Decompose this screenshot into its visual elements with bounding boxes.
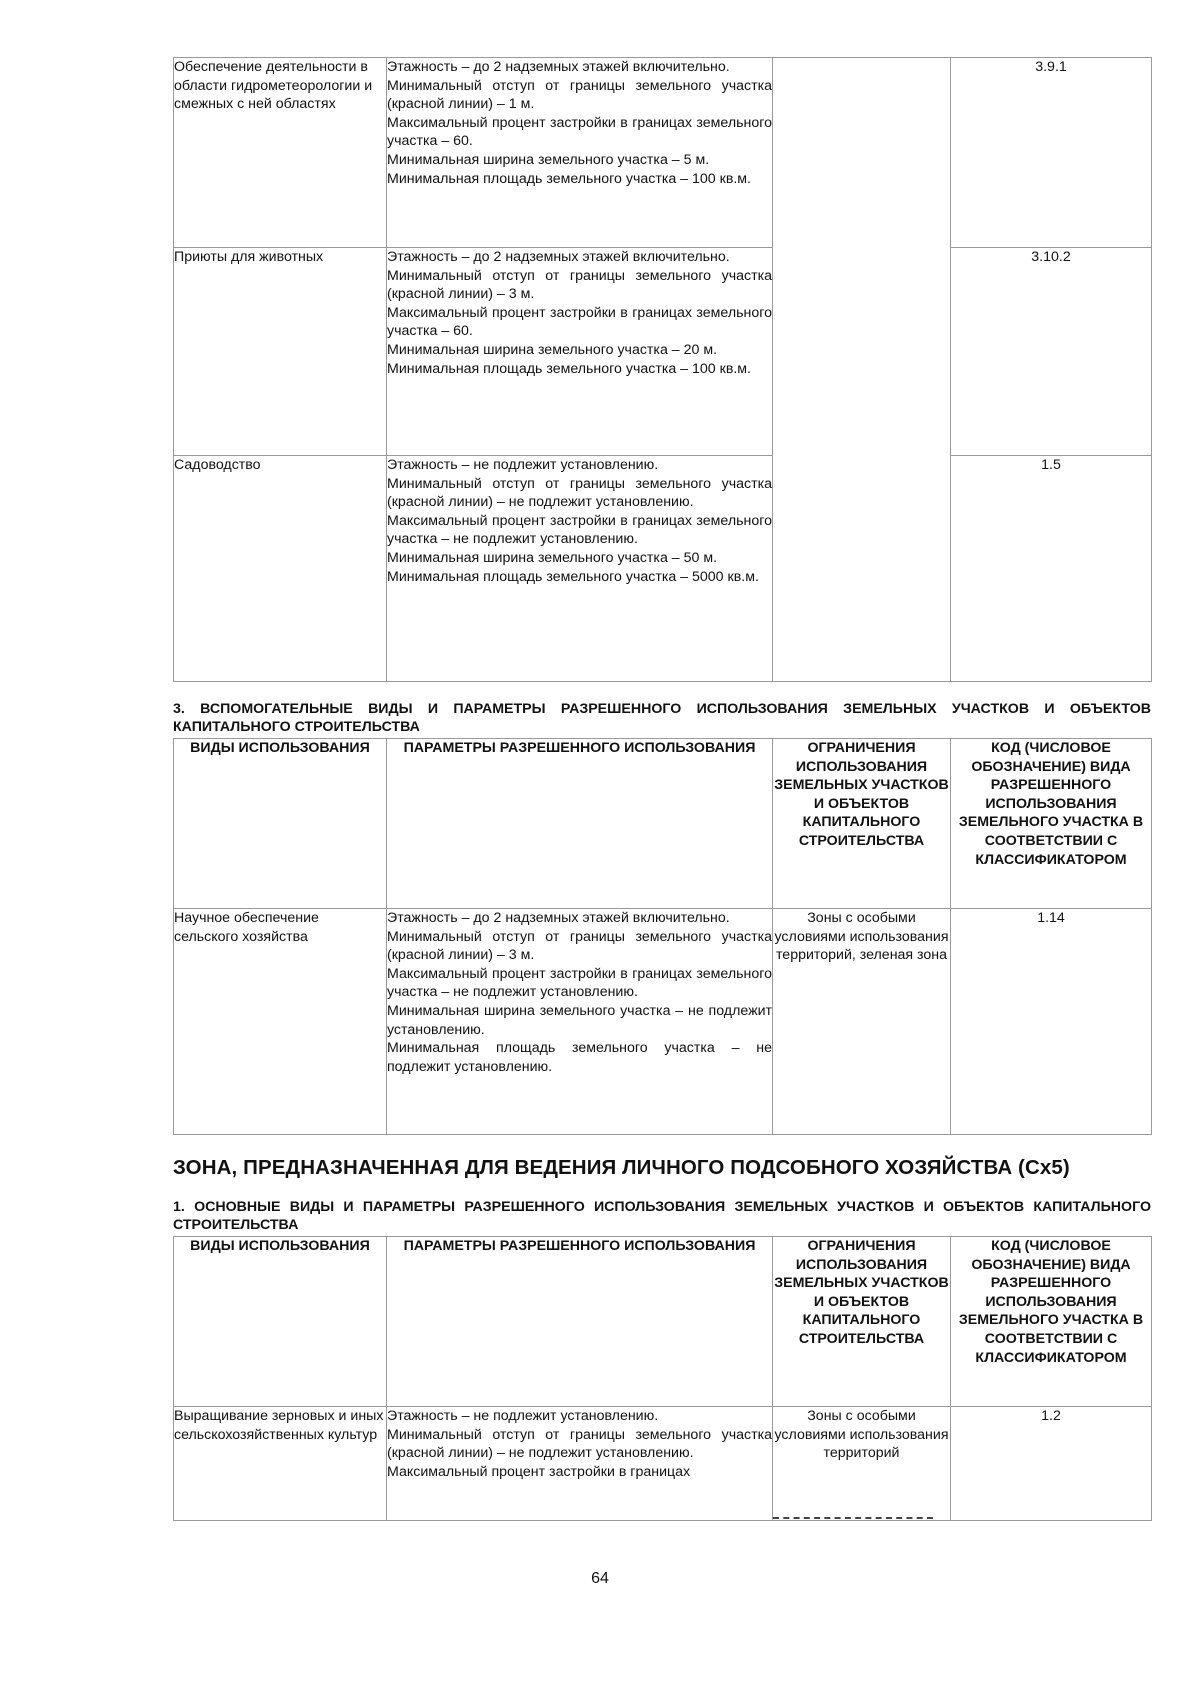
land-use-restrictions: Зоны с особыми условиями использования территорий (773, 1407, 951, 1521)
column-header-parameters: ПАРАМЕТРЫ РАЗРЕШЕННОГО ИСПОЛЬЗОВАНИЯ (387, 739, 773, 909)
zone-title: ЗОНА, ПРЕДНАЗНАЧЕННАЯ ДЛЯ ВЕДЕНИЯ ЛИЧНОГО ПОДСОБНОГО ХОЗЯЙСТВА (Сх5) (173, 1156, 1070, 1179)
classifier-code: 1.5 (951, 456, 1152, 682)
column-header-restrictions: ОГРАНИЧЕНИЯ ИСПОЛЬЗОВАНИЯ ЗЕМЕЛЬНЫХ УЧАСТКОВ И ОБЪЕКТОВ КАПИТАЛЬНОГО СТРОИТЕЛЬСТВА (773, 1237, 951, 1407)
table-break-marker (773, 1517, 933, 1519)
classifier-code: 3.9.1 (951, 58, 1152, 248)
classifier-code: 1.14 (951, 909, 1152, 1135)
land-use-restrictions (773, 58, 951, 682)
column-header-use-types: ВИДЫ ИСПОЛЬЗОВАНИЯ (174, 739, 387, 909)
table-header-row (174, 1237, 1152, 1407)
table-row (174, 456, 1152, 682)
section-heading-auxiliary: 3. ВСПОМОГАТЕЛЬНЫЕ ВИДЫ И ПАРАМЕТРЫ РАЗРЕШЕННОГО ИСПОЛЬЗОВАНИЯ ЗЕМЕЛЬНЫХ УЧАСТКОВ И ОБЪЕКТОВ КАПИТАЛЬНОГО СТРОИТЕЛЬСТВА (173, 701, 1151, 735)
table-row (174, 248, 1152, 456)
table-row (174, 909, 1152, 1135)
land-use-type: Научное обеспечение сельского хозяйства (174, 909, 387, 1135)
classifier-code: 1.2 (951, 1407, 1152, 1521)
land-use-type: Садоводство (174, 456, 387, 682)
land-use-table-continuation (173, 57, 1152, 682)
classifier-code: 3.10.2 (951, 248, 1152, 456)
column-header-classifier-code: КОД (ЧИСЛОВОЕ ОБОЗНАЧЕНИЕ) ВИДА РАЗРЕШЕННОГО ИСПОЛЬЗОВАНИЯ ЗЕМЕЛЬНОГО УЧАСТКА В СООТВЕТСТВИИ С КЛАССИФИКАТОРОМ (951, 1237, 1152, 1407)
land-use-parameters: Этажность – не подлежит установлению. Минимальный отступ от границы земельного участка (красной линии) – не подлежит установлению. Максимальный процент застройки в границах (387, 1407, 773, 1521)
column-header-use-types: ВИДЫ ИСПОЛЬЗОВАНИЯ (174, 1237, 387, 1407)
page-number: 64 (591, 1570, 609, 1587)
land-use-parameters: Этажность – до 2 надземных этажей включительно. Минимальный отступ от границы земельного участка (красной линии) – 3 м. Максимальный процент застройки в границах земельного участка – не подлежит установлению. Минимальная ширина земельного участка – не подлежит установлению. Минимальная площадь земельного участка – не подлежит установлению. (387, 909, 773, 1135)
land-use-parameters: Этажность – не подлежит установлению. Минимальный отступ от границы земельного участка (красной линии) – не подлежит установлению. Максимальный процент застройки в границах земельного участка – не подлежит установлению. Минимальная ширина земельного участка – 50 м. Минимальная площадь земельного участка – 5000 кв.м. (387, 456, 773, 682)
land-use-type: Обеспечение деятельности в области гидрометеорологии и смежных с ней областях (174, 58, 387, 248)
table-header-row (174, 739, 1152, 909)
column-header-restrictions: ОГРАНИЧЕНИЯ ИСПОЛЬЗОВАНИЯ ЗЕМЕЛЬНЫХ УЧАСТКОВ И ОБЪЕКТОВ КАПИТАЛЬНОГО СТРОИТЕЛЬСТВА (773, 739, 951, 909)
column-header-parameters: ПАРАМЕТРЫ РАЗРЕШЕННОГО ИСПОЛЬЗОВАНИЯ (387, 1237, 773, 1407)
main-uses-table (173, 1236, 1152, 1521)
section-heading-main: 1. ОСНОВНЫЕ ВИДЫ И ПАРАМЕТРЫ РАЗРЕШЕННОГО ИСПОЛЬЗОВАНИЯ ЗЕМЕЛЬНЫХ УЧАСТКОВ И ОБЪЕКТОВ КАПИТАЛЬНОГО СТРОИТЕЛЬСТВА (173, 1199, 1151, 1233)
land-use-parameters: Этажность – до 2 надземных этажей включительно. Минимальный отступ от границы земельного участка (красной линии) – 1 м. Максимальный процент застройки в границах земельного участка – 60. Минимальная ширина земельного участка – 5 м. Минимальная площадь земельного участка – 100 кв.м. (387, 58, 773, 248)
table-row (174, 58, 1152, 248)
land-use-parameters: Этажность – до 2 надземных этажей включительно. Минимальный отступ от границы земельного участка (красной линии) – 3 м. Максимальный процент застройки в границах земельного участка – 60. Минимальная ширина земельного участка – 20 м. Минимальная площадь земельного участка – 100 кв.м. (387, 248, 773, 456)
auxiliary-uses-table (173, 738, 1152, 1135)
table-row (174, 1407, 1152, 1521)
land-use-type: Приюты для животных (174, 248, 387, 456)
column-header-classifier-code: КОД (ЧИСЛОВОЕ ОБОЗНАЧЕНИЕ) ВИДА РАЗРЕШЕННОГО ИСПОЛЬЗОВАНИЯ ЗЕМЕЛЬНОГО УЧАСТКА В СООТВЕТСТВИИ С КЛАССИФИКАТОРОМ (951, 739, 1152, 909)
land-use-type: Выращивание зерновых и иных сельскохозяйственных культур (174, 1407, 387, 1521)
land-use-restrictions: Зоны с особыми условиями использования территорий, зеленая зона (773, 909, 951, 1135)
